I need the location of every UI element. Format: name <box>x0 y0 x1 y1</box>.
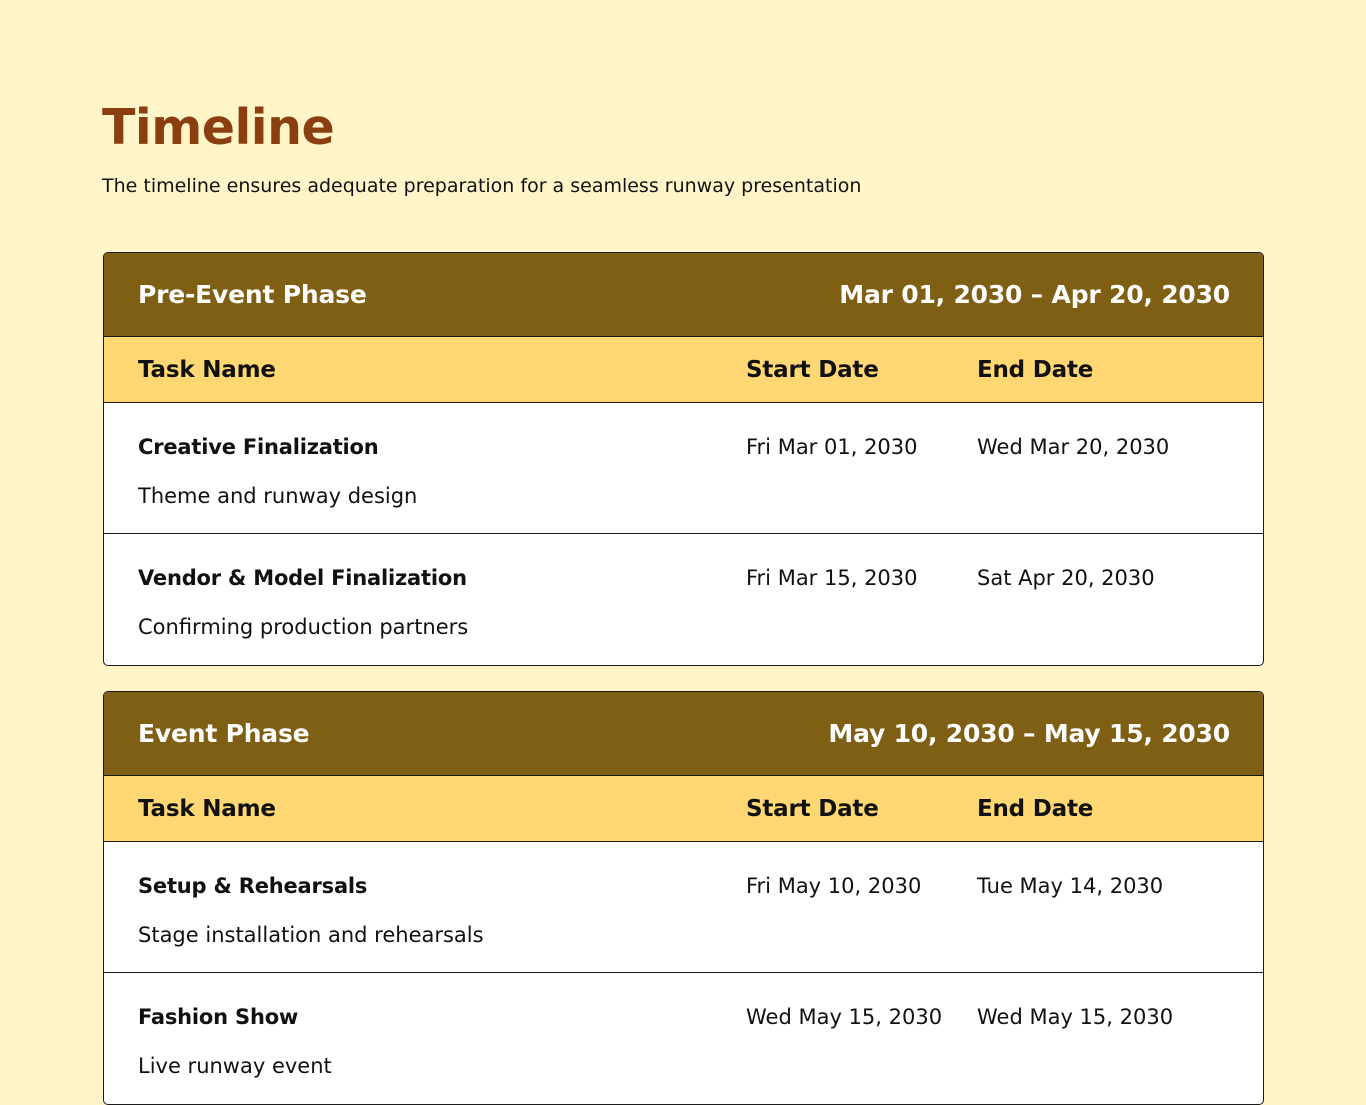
phase-name: Pre-Event Phase <box>138 280 367 309</box>
column-header-row <box>104 337 1263 403</box>
page-subtitle: The timeline ensures adequate preparation for a seamless runway presentation <box>102 175 862 197</box>
task-start-date: Wed May 15, 2030 <box>746 1005 943 1029</box>
task-start-date: Fri May 10, 2030 <box>746 874 922 898</box>
task-end-date: Wed May 15, 2030 <box>977 1005 1174 1029</box>
page-title: Timeline <box>102 99 335 156</box>
task-name: Fashion Show <box>138 1005 299 1029</box>
column-header-end: End Date <box>977 795 1094 822</box>
table-row <box>104 534 1263 665</box>
task-name: Creative Finalization <box>138 435 379 459</box>
column-header-start: Start Date <box>746 356 879 383</box>
column-header-row <box>104 776 1263 842</box>
task-cell <box>104 564 746 665</box>
phase-header <box>104 253 1263 337</box>
task-description: Live runway event <box>138 1054 332 1078</box>
phase-card-event <box>103 691 1264 1105</box>
column-header-task: Task Name <box>138 795 276 822</box>
phase-name: Event Phase <box>138 719 310 748</box>
table-row <box>104 973 1263 1104</box>
task-end-date: Sat Apr 20, 2030 <box>977 566 1155 590</box>
column-header-task: Task Name <box>138 356 276 383</box>
task-end-date: Wed Mar 20, 2030 <box>977 435 1170 459</box>
task-cell <box>104 1003 746 1104</box>
column-header-start: Start Date <box>746 795 879 822</box>
task-name: Setup & Rehearsals <box>138 874 368 898</box>
task-cell <box>104 872 746 972</box>
task-start-date: Fri Mar 01, 2030 <box>746 435 918 459</box>
table-row <box>104 403 1263 534</box>
phase-card-pre-event <box>103 252 1264 666</box>
task-description: Stage installation and rehearsals <box>138 923 484 947</box>
task-description: Confirming production partners <box>138 615 469 639</box>
phase-date-range: Mar 01, 2030 – Apr 20, 2030 <box>839 280 1230 309</box>
task-start-date: Fri Mar 15, 2030 <box>746 566 918 590</box>
task-end-date: Tue May 14, 2030 <box>977 874 1164 898</box>
task-description: Theme and runway design <box>138 484 418 508</box>
phase-date-range: May 10, 2030 – May 15, 2030 <box>828 719 1230 748</box>
table-row <box>104 842 1263 973</box>
task-cell <box>104 433 746 533</box>
phase-header <box>104 692 1263 776</box>
column-header-end: End Date <box>977 356 1094 383</box>
task-name: Vendor & Model Finalization <box>138 566 467 590</box>
